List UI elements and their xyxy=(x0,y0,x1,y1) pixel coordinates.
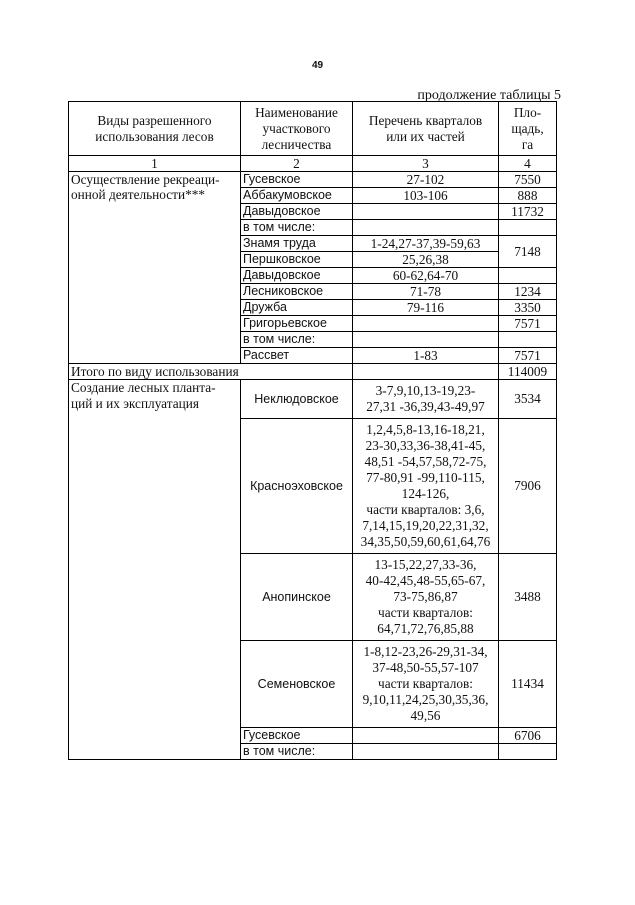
forestry-name: Красноэховское xyxy=(241,419,353,554)
quarter-line: 73-75,86,87 xyxy=(393,589,458,604)
column-number: 4 xyxy=(499,156,557,172)
use-type-line: Создание лесных планта- xyxy=(71,380,216,395)
header-use-type: Виды разрешенного использования лесов xyxy=(69,102,241,156)
forestry-name: в том числе: xyxy=(241,744,353,760)
quarter-list xyxy=(353,332,499,348)
quarter-line: 77-80,91 -99,110-115, xyxy=(366,470,485,485)
area-value: 11434 xyxy=(499,641,557,728)
quarter-line: 34,35,50,59,60,61,64,76 xyxy=(360,534,491,549)
area-value: 3534 xyxy=(499,380,557,419)
area-value: 7571 xyxy=(499,348,557,364)
quarter-list: 79-116 xyxy=(353,300,499,316)
total-blocks xyxy=(353,364,499,380)
page-number: 49 xyxy=(311,60,324,71)
quarter-line: 1-8,12-23,26-29,31-34, xyxy=(363,644,488,659)
forest-use-table xyxy=(68,101,557,760)
total-row xyxy=(69,364,557,380)
quarter-list xyxy=(353,380,499,419)
area-value xyxy=(499,744,557,760)
forestry-name: Неклюдовское xyxy=(241,380,353,419)
area-value: 3488 xyxy=(499,554,557,641)
quarter-line: 48,51 -54,57,58,72-75, xyxy=(364,454,487,469)
quarter-list: 27-102 xyxy=(353,172,499,188)
forestry-name: Гусевское xyxy=(241,728,353,744)
header-area: Пло- щадь, га xyxy=(499,102,557,156)
quarter-line: части кварталов: 3,6, xyxy=(366,502,485,517)
area-value: 7550 xyxy=(499,172,557,188)
quarter-line: 37-48,50-55,57-107 xyxy=(372,660,479,675)
quarter-list xyxy=(353,728,499,744)
total-area: 114009 xyxy=(499,364,557,380)
quarter-line: 49,56 xyxy=(410,708,441,723)
column-number-row xyxy=(69,156,557,172)
forestry-name: Рассвет xyxy=(241,348,353,364)
forestry-name: Знамя труда xyxy=(241,236,353,252)
column-number: 1 xyxy=(69,156,241,172)
use-type-line: Осуществление рекреаци- xyxy=(71,172,220,187)
forestry-name: в том числе: xyxy=(241,220,353,236)
forestry-name: Гусевское xyxy=(241,172,353,188)
quarter-line: 1,2,4,5,8-13,16-18,21, xyxy=(366,422,485,437)
area-value: 7571 xyxy=(499,316,557,332)
quarter-line: 124-126, xyxy=(401,486,450,501)
forestry-name: Аббакумовское xyxy=(241,188,353,204)
quarter-list: 25,26,38 xyxy=(353,252,499,268)
area-value: 3350 xyxy=(499,300,557,316)
quarter-list xyxy=(353,641,499,728)
forestry-name: Лесниковское xyxy=(241,284,353,300)
quarter-list: 103-106 xyxy=(353,188,499,204)
use-type-line: онной деятельности*** xyxy=(71,187,206,202)
quarter-line: 13-15,22,27,33-36, xyxy=(374,557,477,572)
quarter-list: 71-78 xyxy=(353,284,499,300)
quarter-list: 60-62,64-70 xyxy=(353,268,499,284)
quarter-list xyxy=(353,220,499,236)
quarter-line: 23-30,33,36-38,41-45, xyxy=(365,438,486,453)
area-value xyxy=(499,220,557,236)
forestry-name: Анопинское xyxy=(241,554,353,641)
forestry-name: Дружба xyxy=(241,300,353,316)
quarter-list: 1-24,27-37,39-59,63 xyxy=(353,236,499,252)
area-value xyxy=(499,268,557,284)
area-value: 6706 xyxy=(499,728,557,744)
forestry-name: Давыдовское xyxy=(241,268,353,284)
area-value: 7148 xyxy=(499,236,557,268)
total-label: Итого по виду использования xyxy=(69,364,353,380)
header-blocks: Перечень кварталов или их частей xyxy=(353,102,499,156)
forestry-name: Давыдовское xyxy=(241,204,353,220)
quarter-list: 1-83 xyxy=(353,348,499,364)
column-number: 2 xyxy=(241,156,353,172)
table-header-row xyxy=(69,102,557,156)
area-value: 11732 xyxy=(499,204,557,220)
quarter-line: 3-7,9,10,13-19,23- xyxy=(375,383,476,398)
header-forestry: Наименование участкового лесничества xyxy=(241,102,353,156)
forestry-name: Першковское xyxy=(241,252,353,268)
use-type-line: ций и их эксплуатация xyxy=(71,396,199,411)
use-type-recreation xyxy=(69,172,241,364)
quarter-list xyxy=(353,744,499,760)
use-type-plantations xyxy=(69,380,241,760)
area-value: 7906 xyxy=(499,419,557,554)
forestry-name: в том числе: xyxy=(241,332,353,348)
quarter-line: 40-42,45,48-55,65-67, xyxy=(365,573,486,588)
forestry-name: Семеновское xyxy=(241,641,353,728)
quarter-list xyxy=(353,204,499,220)
quarter-line: 64,71,72,76,85,88 xyxy=(377,621,474,636)
area-value xyxy=(499,332,557,348)
table-continuation-label: продолжение таблицы 5 xyxy=(417,88,561,103)
quarter-list xyxy=(353,316,499,332)
quarter-line: 7,14,15,19,20,22,31,32, xyxy=(362,518,489,533)
column-number: 3 xyxy=(353,156,499,172)
quarter-line: части кварталов: xyxy=(378,605,473,620)
quarter-line: части кварталов: xyxy=(378,676,473,691)
quarter-line: 27,31 -36,39,43-49,97 xyxy=(366,399,485,414)
area-value: 1234 xyxy=(499,284,557,300)
table-row xyxy=(69,172,557,188)
quarter-list xyxy=(353,554,499,641)
table-row xyxy=(69,380,557,419)
area-value: 888 xyxy=(499,188,557,204)
quarter-list xyxy=(353,419,499,554)
forestry-name: Григорьевское xyxy=(241,316,353,332)
quarter-line: 9,10,11,24,25,30,35,36, xyxy=(362,692,489,707)
